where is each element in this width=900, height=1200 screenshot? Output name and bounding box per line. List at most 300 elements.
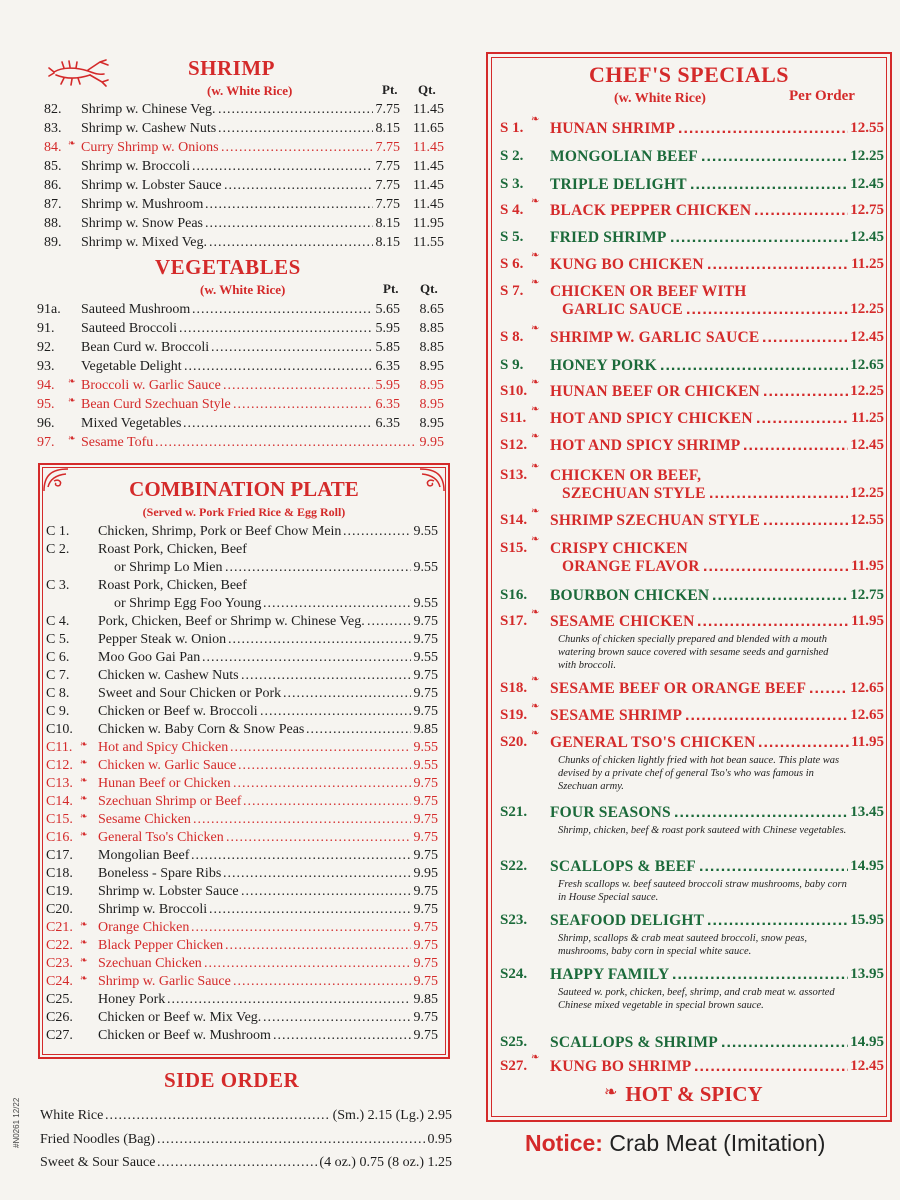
pint-price: 6.35 <box>375 359 400 374</box>
item-name: Shrimp w. Cashew Nuts <box>81 121 217 136</box>
special-price: 12.25 <box>850 485 884 501</box>
item-name: Curry Shrimp w. Onions <box>81 140 219 155</box>
special-price: 12.55 <box>850 512 884 528</box>
special-price: 12.75 <box>850 587 884 603</box>
leader-dots <box>762 329 848 347</box>
leader-dots <box>694 1058 848 1076</box>
combo-item-row <box>46 901 438 919</box>
item-number: 94. <box>37 378 55 393</box>
combo-price: 9.55 <box>413 560 438 575</box>
leader-dots <box>233 395 373 414</box>
combo-code: C 9. <box>46 704 70 719</box>
special-code: S27. <box>500 1058 528 1074</box>
combo-item-row <box>46 775 438 793</box>
quart-price: 8.85 <box>419 321 444 336</box>
combo-price: 9.75 <box>413 830 438 845</box>
leader-dots <box>218 119 373 138</box>
item-number: 88. <box>44 216 62 231</box>
leader-dots <box>690 176 848 194</box>
combo-item-row <box>46 667 438 685</box>
special-price: 12.45 <box>850 329 884 345</box>
item-name: Shrimp w. Mushroom <box>81 197 204 212</box>
special-code: S 1. <box>500 120 524 136</box>
leader-dots <box>225 559 411 577</box>
combo-item-row <box>46 1027 438 1045</box>
item-name: Sauteed Broccoli <box>81 321 178 336</box>
special-code: S18. <box>500 680 528 696</box>
special-price: 11.95 <box>851 613 884 629</box>
leader-dots <box>192 157 373 176</box>
combo-price: 9.75 <box>413 632 438 647</box>
special-name: SZECHUAN STYLE <box>562 485 706 502</box>
special-price: 12.25 <box>850 148 884 164</box>
pint-price: 5.95 <box>375 321 400 336</box>
special-name: HUNAN BEEF OR CHICKEN <box>550 383 760 400</box>
side-item-price: 0.95 <box>427 1132 452 1147</box>
pint-price: 8.15 <box>375 121 400 136</box>
combo-item-row <box>46 829 438 847</box>
pint-price: 7.75 <box>375 159 400 174</box>
combo-code: C 1. <box>46 524 70 539</box>
combo-name: Black Pepper Chicken <box>98 938 224 953</box>
menu-item-row <box>37 376 444 395</box>
chili-pepper-icon: ❧ <box>531 607 540 618</box>
leader-dots <box>105 1106 331 1126</box>
special-name: ORANGE FLAVOR <box>562 558 700 575</box>
quart-price: 11.65 <box>413 121 444 136</box>
quart-price: 11.45 <box>413 197 444 212</box>
chili-pepper-icon: ❧ <box>531 461 540 472</box>
special-code: S19. <box>500 707 528 723</box>
combo-price: 9.75 <box>413 668 438 683</box>
leader-dots <box>218 100 373 119</box>
special-price: 11.25 <box>851 410 884 426</box>
leader-dots <box>230 739 411 757</box>
chefs-specials-title: CHEF'S SPECIALS <box>588 62 790 87</box>
quart-price: 11.45 <box>413 159 444 174</box>
quart-price: 11.45 <box>413 140 444 155</box>
combo-code: C19. <box>46 884 73 899</box>
chili-pepper-icon: ❧ <box>531 323 540 334</box>
item-name: Bean Curd Szechuan Style <box>81 397 231 412</box>
special-name: MONGOLIAN BEEF <box>550 148 698 165</box>
special-name: SEAFOOD DELIGHT <box>550 912 705 929</box>
special-name: HOT AND SPICY CHICKEN <box>550 410 753 427</box>
item-name: Broccoli w. Garlic Sauce <box>81 378 221 393</box>
special-name: FOUR SEASONS <box>550 804 671 821</box>
special-code: S24. <box>500 966 528 982</box>
combo-price: 9.75 <box>413 902 438 917</box>
combo-name: Chicken w. Baby Corn & Snow Peas <box>98 722 305 737</box>
quart-price: 8.65 <box>419 302 444 317</box>
menu-item-row <box>37 319 444 338</box>
combo-item-row <box>46 595 438 613</box>
special-name: GARLIC SAUCE <box>562 301 683 318</box>
leader-dots <box>685 707 848 725</box>
item-name: Sesame Tofu <box>81 435 154 450</box>
special-code: S25. <box>500 1034 528 1050</box>
combo-name: Chicken or Beef w. Broccoli <box>98 704 258 719</box>
leader-dots <box>184 357 373 376</box>
combo-code: C 4. <box>46 614 70 629</box>
combo-code: C17. <box>46 848 73 863</box>
combo-price: 9.75 <box>413 920 438 935</box>
special-name: SCALLOPS & BEEF <box>550 858 696 875</box>
special-name: CHICKEN OR BEEF WITH <box>550 283 747 300</box>
leader-dots <box>670 229 848 247</box>
combo-code: C21. <box>46 920 73 935</box>
leader-dots <box>674 804 848 822</box>
combo-price: 9.75 <box>413 848 438 863</box>
special-price: 15.95 <box>850 912 884 928</box>
combo-item-row <box>46 865 438 883</box>
leader-dots <box>191 847 411 865</box>
item-number: 84. <box>44 140 62 155</box>
special-name: HUNAN SHRIMP <box>550 120 676 137</box>
combo-name: Mongolian Beef <box>98 848 190 863</box>
special-code: S 5. <box>500 229 524 245</box>
combo-item-row <box>46 523 438 541</box>
vegetables-section-subtitle: (w. White Rice) <box>200 282 286 297</box>
side-item-name: Sweet & Sour Sauce <box>40 1155 156 1170</box>
combo-code: C16. <box>46 830 73 845</box>
leader-dots <box>754 202 848 220</box>
leader-dots <box>241 667 411 685</box>
chili-pepper-icon: ❧ <box>531 377 540 388</box>
special-name: HOT AND SPICY SHRIMP <box>550 437 741 454</box>
special-price: 12.65 <box>850 707 884 723</box>
chili-pepper-icon: ❧ <box>531 114 540 125</box>
leader-dots <box>211 338 373 357</box>
chili-pepper-icon: ❧ <box>80 811 88 821</box>
special-code: S20. <box>500 734 528 750</box>
combo-item-row <box>46 685 438 703</box>
quart-price: 11.55 <box>413 235 444 250</box>
pint-price: 8.15 <box>375 235 400 250</box>
special-price: 12.55 <box>850 120 884 136</box>
special-code: S12. <box>500 437 528 453</box>
special-code: S10. <box>500 383 528 399</box>
leader-dots <box>306 721 411 739</box>
combo-name: or Shrimp Lo Mien <box>114 560 223 575</box>
special-name: SESAME BEEF OR ORANGE BEEF <box>550 680 807 697</box>
combo-item-row <box>46 631 438 649</box>
combo-code: C13. <box>46 776 73 791</box>
shrimp-col-qt: Qt. <box>418 82 436 97</box>
special-name: SHRIMP W. GARLIC SAUCE <box>550 329 760 346</box>
chili-pepper-icon: ❧ <box>80 937 88 947</box>
leader-dots <box>233 775 411 793</box>
leader-dots <box>205 195 373 214</box>
combo-code: C 3. <box>46 578 70 593</box>
chili-pepper-icon: ❧ <box>531 404 540 415</box>
menu-item-row <box>44 138 444 157</box>
quart-price: 8.95 <box>419 378 444 393</box>
leader-dots <box>157 1130 425 1150</box>
special-name: GENERAL TSO'S CHICKEN <box>550 734 756 751</box>
special-name: BLACK PEPPER CHICKEN <box>550 202 752 219</box>
menu-item-row <box>44 195 444 214</box>
combo-price: 9.75 <box>413 776 438 791</box>
leader-dots <box>223 376 373 395</box>
combo-code: C27. <box>46 1028 73 1043</box>
leader-dots <box>699 858 848 876</box>
combo-name: Chicken or Beef w. Mix Veg. <box>98 1010 262 1025</box>
leader-dots <box>167 991 411 1009</box>
leader-dots <box>743 437 848 455</box>
item-name: Mixed Vegetables <box>81 416 182 431</box>
item-number: 97. <box>37 435 55 450</box>
vegetables-col-qt: Qt. <box>420 281 438 296</box>
chili-pepper-icon: ❧ <box>80 739 88 749</box>
item-name: Shrimp w. Broccoli <box>81 159 191 174</box>
quart-price: 8.95 <box>419 416 444 431</box>
leader-dots <box>758 734 849 752</box>
special-name: SESAME SHRIMP <box>550 707 683 724</box>
leader-dots <box>686 301 848 319</box>
combo-price: 9.75 <box>413 956 438 971</box>
combo-code: C23. <box>46 956 73 971</box>
notice <box>525 1130 825 1157</box>
notice-text: Crab Meat (Imitation) <box>609 1130 826 1156</box>
leader-dots <box>157 1153 317 1173</box>
pint-price: 5.65 <box>375 302 400 317</box>
special-name: HAPPY FAMILY <box>550 966 670 983</box>
special-description: Shrimp, scallops & crab meat sauteed broccoli, snow peas, mushrooms, baby corn in special white sauce. <box>558 933 807 957</box>
combo-item-row <box>46 847 438 865</box>
combo-name: Szechuan Shrimp or Beef <box>98 794 242 809</box>
chili-pepper-icon: ❧ <box>80 775 88 785</box>
menu-item-row <box>44 119 444 138</box>
combo-code: C18. <box>46 866 73 881</box>
special-price: 12.45 <box>850 1058 884 1074</box>
special-code: S 6. <box>500 256 524 272</box>
combo-name: Chicken or Beef w. Mushroom <box>98 1028 271 1043</box>
side-order-title: SIDE ORDER <box>164 1068 300 1092</box>
special-price: 12.45 <box>850 229 884 245</box>
combo-name: Moo Goo Gai Pan <box>98 650 201 665</box>
chili-pepper-icon: ❧ <box>80 757 88 767</box>
combo-item-row <box>46 1009 438 1027</box>
special-code: S 4. <box>500 202 524 218</box>
pint-price: 6.35 <box>375 397 400 412</box>
combo-price: 9.75 <box>413 794 438 809</box>
combo-name: Chicken, Shrimp, Pork or Beef Chow Mein <box>98 524 342 539</box>
quart-price: 9.95 <box>419 435 444 450</box>
combo-item-row <box>46 955 438 973</box>
side-item-name: White Rice <box>40 1108 104 1123</box>
item-number: 83. <box>44 121 62 136</box>
combo-price: 9.55 <box>413 758 438 773</box>
combo-price: 9.75 <box>413 704 438 719</box>
notice-label: Notice: <box>525 1130 603 1156</box>
combo-item-row <box>46 919 438 937</box>
item-number: 91a. <box>37 302 61 317</box>
special-name: CRISPY CHICKEN <box>550 540 688 557</box>
leader-dots <box>179 319 373 338</box>
leader-dots <box>367 613 411 631</box>
item-number: 85. <box>44 159 62 174</box>
combo-price: 9.55 <box>413 740 438 755</box>
combo-code: C12. <box>46 758 73 773</box>
chili-pepper-icon: ❧ <box>68 376 76 386</box>
combo-code: C 5. <box>46 632 70 647</box>
special-price: 12.45 <box>850 437 884 453</box>
leader-dots <box>672 966 848 984</box>
chili-pepper-icon: ❧ <box>531 196 540 207</box>
special-price: 14.95 <box>850 858 884 874</box>
combo-item-row <box>46 739 438 757</box>
menu-item-row <box>44 233 444 252</box>
combo-item-row <box>46 559 438 577</box>
shrimp-section-subtitle: (w. White Rice) <box>207 83 293 98</box>
pint-price: 8.15 <box>375 216 400 231</box>
leader-dots <box>223 865 411 883</box>
combo-code: C11. <box>46 740 73 755</box>
leader-dots <box>260 703 411 721</box>
combo-code: C 7. <box>46 668 70 683</box>
special-name: KUNG BO SHRIMP <box>550 1058 692 1075</box>
combination-section-subtitle: (Served w. Pork Fried Rice & Egg Roll) <box>142 505 346 519</box>
vegetables-list <box>37 300 444 452</box>
combo-name: General Tso's Chicken <box>98 830 224 845</box>
vegetables-col-pt: Pt. <box>383 281 399 296</box>
leader-dots <box>226 829 411 847</box>
menu-item-row <box>44 157 444 176</box>
combo-price: 9.55 <box>413 524 438 539</box>
chili-pepper-icon: ❧ <box>531 277 540 288</box>
combo-price: 9.75 <box>413 974 438 989</box>
combo-name: Sweet and Sour Chicken or Pork <box>98 686 282 701</box>
pint-price: 7.75 <box>375 102 400 117</box>
leader-dots <box>343 523 411 541</box>
pint-price: 5.85 <box>375 340 400 355</box>
chili-pepper-icon: ❧ <box>531 728 540 739</box>
special-code: S23. <box>500 912 528 928</box>
leader-dots <box>763 512 848 530</box>
pint-price: 7.75 <box>375 197 400 212</box>
chili-pepper-icon: ❧ <box>68 138 76 148</box>
combo-name: or Shrimp Egg Foo Young <box>114 596 262 611</box>
special-name: FRIED SHRIMP <box>550 229 667 246</box>
special-name: TRIPLE DELIGHT <box>550 176 687 193</box>
combo-item-row <box>46 757 438 775</box>
combo-code: C24. <box>46 974 73 989</box>
special-code: S13. <box>500 467 528 483</box>
combo-price: 9.95 <box>413 866 438 881</box>
item-number: 82. <box>44 102 62 117</box>
hot-spicy-label: HOT & SPICY <box>625 1082 763 1106</box>
item-name: Bean Curd w. Broccoli <box>81 340 210 355</box>
special-code: S17. <box>500 613 528 629</box>
special-price: 12.65 <box>850 680 884 696</box>
combo-name: Roast Pork, Chicken, Beef <box>98 578 247 593</box>
chili-pepper-icon: ❧ <box>531 674 540 685</box>
leader-dots <box>707 912 848 930</box>
special-description: Chunks of chicken lightly fried with hot bean sauce. This plate was devised by a private chef of general Tso's who was famous in Szechuan army. <box>558 755 840 792</box>
leader-dots <box>701 148 848 166</box>
special-name: HONEY PORK <box>550 357 657 374</box>
combo-code: C20. <box>46 902 73 917</box>
combo-price: 9.75 <box>413 1028 438 1043</box>
leader-dots <box>205 214 373 233</box>
combo-name: Shrimp w. Lobster Sauce <box>98 884 239 899</box>
combo-name: Honey Pork <box>98 992 166 1007</box>
combo-price: 9.75 <box>413 1010 438 1025</box>
combo-price: 9.75 <box>413 812 438 827</box>
quart-price: 11.45 <box>413 102 444 117</box>
chili-pepper-icon: ❧ <box>80 829 88 839</box>
chili-pepper-icon: ❧ <box>531 506 540 517</box>
vegetables-section-title: VEGETABLES <box>155 255 301 279</box>
item-name: Shrimp w. Chinese Veg. <box>81 102 216 117</box>
chili-pepper-icon: ❧ <box>68 433 76 443</box>
special-code: S11. <box>500 410 527 426</box>
combo-name: Shrimp w. Garlic Sauce <box>98 974 231 989</box>
combination-list <box>46 523 438 1045</box>
item-name: Shrimp w. Lobster Sauce <box>81 178 222 193</box>
chili-pepper-icon: ❧ <box>68 395 76 405</box>
combination-plate-box <box>38 463 450 1059</box>
menu-item-row <box>37 357 444 376</box>
special-name: SHRIMP SZECHUAN STYLE <box>550 512 761 529</box>
combo-name: Chicken w. Garlic Sauce <box>98 758 237 773</box>
leader-dots <box>707 256 849 274</box>
pint-price: 5.95 <box>375 378 400 393</box>
quart-price: 8.95 <box>419 359 444 374</box>
special-price: 11.95 <box>851 734 884 750</box>
side-item-name: Fried Noodles (Bag) <box>40 1132 156 1147</box>
combo-code: C 6. <box>46 650 70 665</box>
special-description: Sauteed w. pork, chicken, beef, shrimp, and crab meat w. assorted Chinese mixed vegetable in special brown sauce. <box>558 987 835 1011</box>
quart-price: 11.95 <box>413 216 444 231</box>
combo-name: Pepper Steak w. Onion <box>98 632 227 647</box>
combo-name: Pork, Chicken, Beef or Shrimp w. Chinese Veg. <box>98 614 365 629</box>
item-number: 92. <box>37 340 55 355</box>
leader-dots <box>202 649 411 667</box>
special-code: S 8. <box>500 329 524 345</box>
special-price: 12.25 <box>850 383 884 399</box>
special-price: 14.95 <box>850 1034 884 1050</box>
item-name: Shrimp w. Mixed Veg. <box>81 235 207 250</box>
combo-code: C 8. <box>46 686 70 701</box>
combo-price: 9.85 <box>413 722 438 737</box>
special-price: 13.95 <box>850 966 884 982</box>
menu-item-row <box>44 176 444 195</box>
combo-name: Hunan Beef or Chicken <box>98 776 231 791</box>
chili-pepper-icon: ❧ <box>80 955 88 965</box>
special-price: 12.45 <box>850 176 884 192</box>
combo-item-row <box>46 793 438 811</box>
special-name: SCALLOPS & SHRIMP <box>550 1034 718 1051</box>
menu-item-row <box>37 433 444 452</box>
leader-dots <box>703 558 849 576</box>
special-price: 12.65 <box>850 357 884 373</box>
menu-item-row <box>37 338 444 357</box>
leader-dots <box>209 233 373 252</box>
chili-pepper-icon: ❧ <box>80 973 88 983</box>
special-code: S 9. <box>500 357 524 373</box>
leader-dots <box>183 414 373 433</box>
leader-dots <box>221 138 373 157</box>
combo-item-row <box>46 973 438 991</box>
side-item-price: (4 oz.) 0.75 (8 oz.) 1.25 <box>319 1155 452 1170</box>
combo-item-row <box>46 613 438 631</box>
combo-name: Shrimp w. Broccoli <box>98 902 208 917</box>
combo-price: 9.75 <box>413 938 438 953</box>
leader-dots <box>192 300 373 319</box>
pint-price: 7.75 <box>375 178 400 193</box>
